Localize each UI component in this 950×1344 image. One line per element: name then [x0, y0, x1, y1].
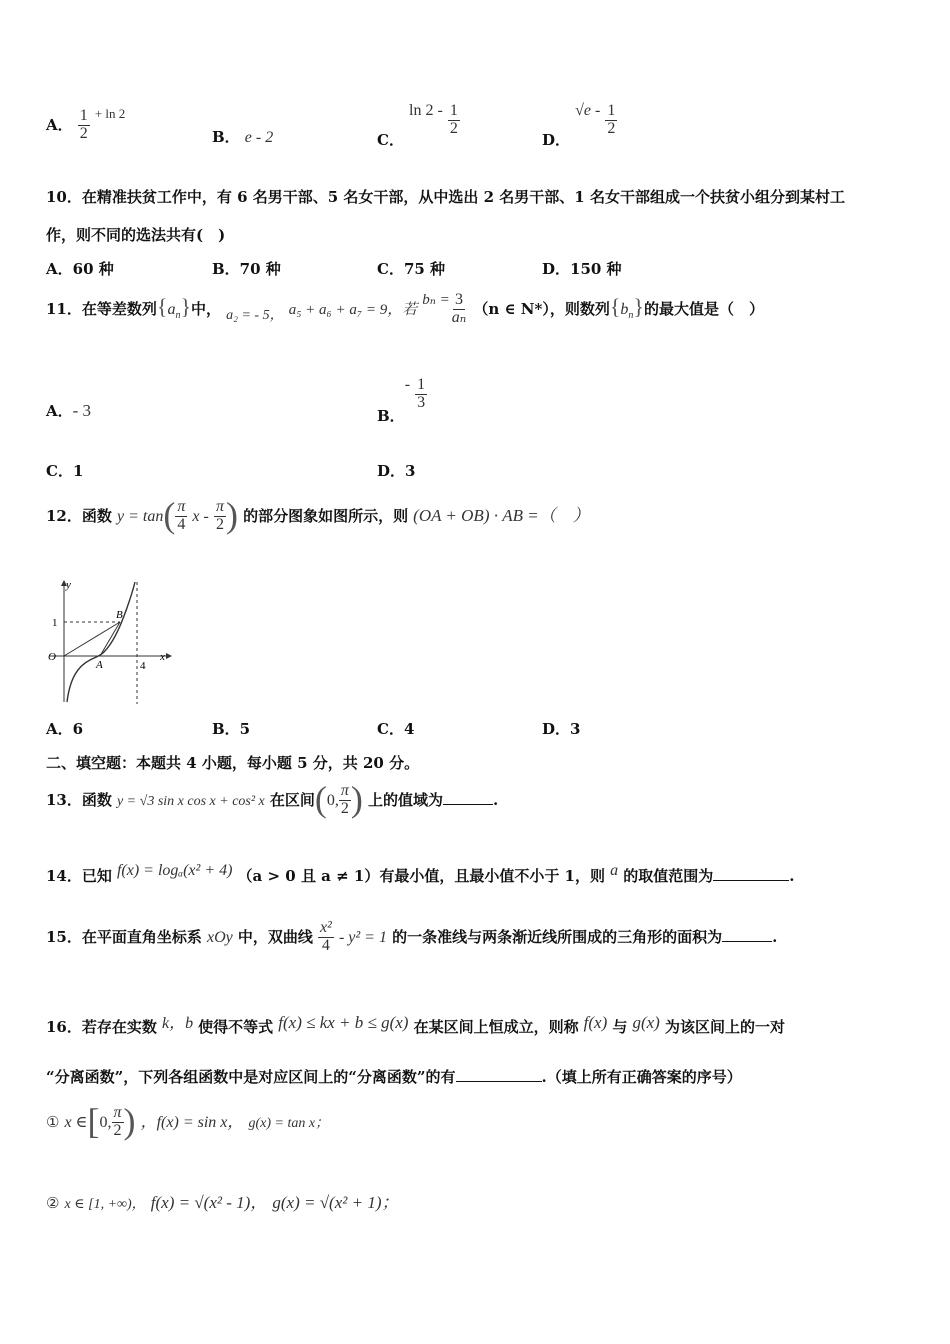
graph-b-label: B [116, 609, 123, 621]
q11-b-fraction: $\frac{1}{3}$ [417, 376, 426, 411]
q12-option-a: A．6 [46, 720, 84, 738]
segment-ab [100, 622, 120, 656]
q9-c-fraction: $\frac{1}{2}$ [449, 102, 458, 137]
q10-option-a: A．60 种 [46, 260, 114, 278]
q9-option-a: A． $\frac{1}{2}$ $^{+ ln 2}$ [46, 106, 126, 142]
q12-stem: 12．函数 y = tan( $\frac{\pi}{4}$ x - $\frac{\pi}{2}$ ) 的部分图象如图所示，则 (OA + OB) · AB =（ ） [46, 495, 590, 535]
q10-stem-line2: 作，则不同的选法共有( ) [46, 226, 226, 244]
q9-a-fraction: $\frac{1}{2}$ [79, 107, 88, 142]
q12-option-d: D．3 [542, 720, 581, 738]
q12-graph [44, 578, 174, 708]
q9-option-d: D． √e - $\frac{1}{2}$ [542, 102, 616, 149]
q16-stem-line1: 16．若存在实数 k，b 使得不等式 f(x) ≤ kx + b ≤ g(x) 在某区间上恒成立，则称 f(x) 与 g(x) 为该区间上的一对 [46, 1013, 785, 1036]
q10-option-d: D．150 种 [542, 260, 622, 278]
q16-stem-line2: “分离函数”，下列各组函数中是对应区间上的“分离函数”的有 .（填上所有正确答案的序号） [46, 1068, 742, 1086]
q14-stem: 14．已知 f(x) = logₐ(x² + 4) （a > 0 且 a ≠ 1）有最小值，且最小值不小于 1，则 a 的取值范围为 . [46, 862, 795, 885]
q10-option-c: C．75 种 [377, 260, 446, 278]
q10-stem-line1: 10．在精准扶贫工作中，有 6 名男干部、5 名女干部，从中选出 2 名男干部、1 名女干部组成一个扶贫小组分到某村工 [46, 188, 845, 206]
q11-option-a: A．- 3 [46, 401, 92, 420]
graph-one-label: 1 [52, 617, 58, 629]
q14-answer-blank[interactable] [713, 866, 789, 881]
segment-ob [64, 622, 120, 656]
q9-d-fraction: $\frac{1}{2}$ [607, 102, 616, 137]
q16-item-1: ① x ∈[0, $\frac{\pi}{2}$ ) ，f(x) = sin x， g(x) = tan x； [46, 1101, 330, 1141]
q9-option-b: B． e - 2 [212, 128, 274, 146]
graph-a-label: A [96, 659, 103, 671]
q11-bn-fraction: $\frac{3}{\text{aₙ}}$ [451, 291, 467, 326]
q15-stem: 15．在平面直角坐标系 xOy 中，双曲线 $\frac{\text{x²}}{4}$ - y² = 1 的一条准线与两条渐近线所围成的三角形的面积为 . [46, 919, 778, 954]
q12-option-c: C．4 [377, 720, 415, 738]
x-axis-arrow [166, 653, 172, 659]
q13-answer-blank[interactable] [443, 790, 493, 805]
graph-x-label: x [160, 651, 165, 663]
graph-o-label: O [48, 651, 56, 663]
q13-stem: 13．函数 y = √3 sin x cos x + cos² x 在区间(0, $\frac{\pi}{2}$ ) 上的值域为 . [46, 779, 499, 819]
tan-curve [67, 582, 135, 702]
q10-option-b: B．70 种 [212, 260, 281, 278]
section-heading: 二、填空题：本题共 4 小题，每小题 5 分，共 20 分。 [46, 754, 420, 772]
q15-answer-blank[interactable] [722, 927, 772, 942]
graph-four-label: 4 [140, 660, 146, 672]
q12-option-b: B．5 [212, 720, 251, 738]
q16-answer-blank[interactable] [456, 1067, 542, 1082]
q11-option-d: D．3 [377, 462, 416, 480]
q9-option-c: C． ln 2 - $\frac{1}{2}$ [377, 102, 458, 149]
graph-y-label: y [66, 579, 71, 591]
q16-item-2: ② x ∈ [1, +∞)， f(x) = √(x² - 1)， g(x) = √(x² + 1)； [46, 1193, 399, 1212]
q11-option-b: B．- $\frac{1}{3}$ [377, 376, 426, 425]
q11-stem: 11．在等差数列$\{a_n\}$中， a₂ = - 5， a₅ + a₆ + a₇ = 9，若 bₙ = $\frac{3}{\text{aₙ}}$ （n ∈ N*），则数列$\{b_n\}$的最大值是（ ） [46, 291, 764, 326]
q11-option-c: C．1 [46, 462, 84, 480]
